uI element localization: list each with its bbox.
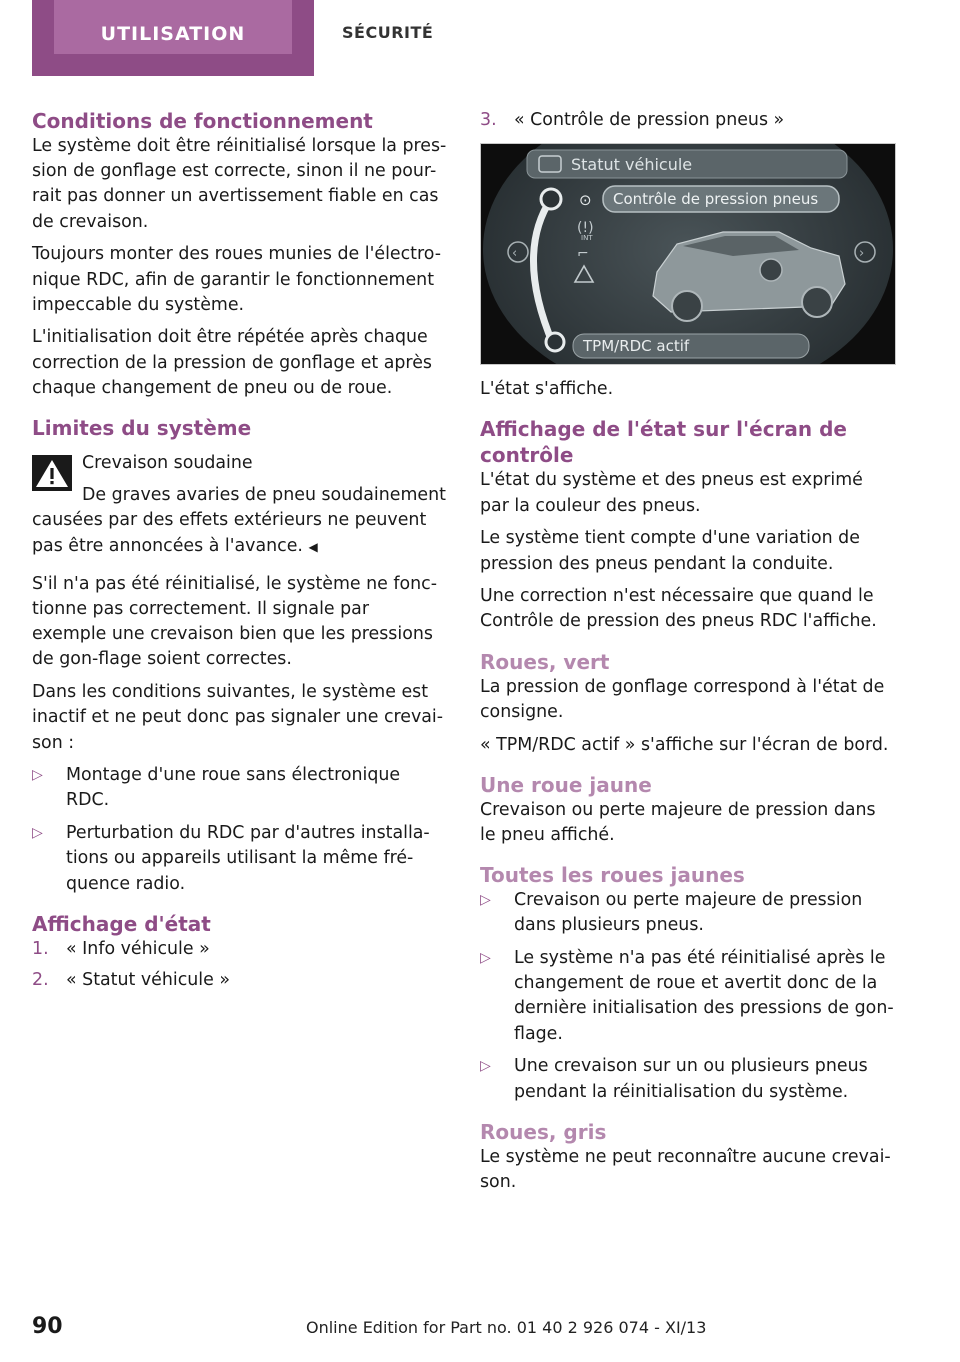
bullet-marker: ▷: [480, 1058, 491, 1075]
section-tab[interactable]: SÉCURITÉ: [342, 23, 434, 42]
heading-roues-vert: Roues, vert: [480, 649, 610, 674]
heading-roue-jaune: Une roue jaune: [480, 772, 652, 797]
end-mark: ◀: [308, 539, 318, 554]
list-item: [480, 888, 896, 938]
bullet-marker: ▷: [32, 825, 43, 842]
warning-text: De graves avaries de pneu soudainement causées par des effets extérieurs ne peuvent pas être annoncées à l'avance.: [32, 485, 446, 556]
paragraph: Le système ne peut reconnaître aucune crevai-son.: [480, 1146, 891, 1192]
bullet-marker: ▷: [480, 950, 491, 967]
menu-title: Statut véhicule: [571, 155, 693, 175]
heading-affichage-ecran: Affichage de l'état sur l'écran de contrôle: [480, 417, 847, 468]
paragraph: Crevaison ou perte majeure de pression dans le pneu affiché.: [480, 799, 876, 845]
heading-limites: Limites du système: [32, 416, 252, 441]
bullet-marker: ▷: [32, 767, 43, 784]
heading-affichage-etat: Affichage d'état: [32, 911, 211, 936]
warning-block: [32, 451, 448, 476]
step-number: 1.: [32, 938, 49, 959]
warning-triangle-icon: [32, 455, 72, 491]
list-item: [480, 1054, 896, 1104]
page-number: 90: [32, 1314, 63, 1339]
list-item-text: Le système n'a pas été réinitialisé après le changement de roue et avertit donc de la dernière initialisation des pressions de gon-flage.: [514, 948, 894, 1044]
display-graphic: [481, 144, 895, 364]
paragraph: L'état du système et des pneus est exprimé par la couleur des pneus.: [480, 470, 863, 516]
control-display-screenshot: [480, 143, 896, 365]
paragraph: L'état s'affiche.: [480, 379, 614, 400]
svg-text:‹: ‹: [512, 246, 518, 262]
bullet-list: [480, 888, 896, 1105]
selection-knob-icon: [541, 189, 561, 209]
bullet-marker: ▷: [480, 892, 491, 909]
warning-text-block: [32, 483, 448, 560]
list-item-text: Perturbation du RDC par d'autres installa-tions ou appareils utilisant la même fré-quence radio.: [66, 823, 430, 894]
step-text: « Info véhicule »: [66, 938, 210, 959]
paragraph: Une correction n'est nécessaire que quand le Contrôle de pression des pneus RDC l'affiche.: [480, 586, 877, 632]
right-column: [480, 108, 896, 1203]
step-number: 2.: [32, 970, 49, 991]
paragraph: Le système doit être réinitialisé lorsque la pres-sion de gonflage est correcte, sinon il ne pour-rait pas donner un avertissement fiable en cas de crevaison.: [32, 136, 447, 232]
status-text: TPM/RDC actif: [583, 337, 690, 356]
tpm-icon: (!): [577, 220, 594, 237]
paragraph: La pression de gonflage correspond à l'état de consigne.: [480, 676, 885, 722]
selected-menu-item[interactable]: Contrôle de pression pneus: [613, 190, 819, 209]
heading-roues-gris: Roues, gris: [480, 1119, 607, 1144]
step-list: [32, 937, 448, 994]
bullet-list: [32, 763, 448, 897]
paragraph: Le système tient compte d'une variation de pression des pneus pendant la conduite.: [480, 528, 860, 574]
list-item-text: Montage d'une roue sans électronique RDC.: [66, 765, 401, 811]
paragraph: Toujours monter des roues munies de l'électro-nique RDC, afin de garantir le fonctionnement impeccable du système.: [32, 244, 442, 315]
step-text: « Statut véhicule »: [66, 970, 230, 991]
step-text: « Contrôle de pression pneus »: [514, 110, 785, 130]
step-item: [32, 968, 448, 993]
step-item: [480, 108, 896, 133]
heading-roues-jaunes: Toutes les roues jaunes: [480, 863, 745, 888]
int-label: INT: [581, 234, 593, 243]
step-list-continued: [480, 108, 896, 133]
svg-text:›: ›: [859, 246, 865, 262]
list-item: [32, 821, 448, 897]
paragraph: L'initialisation doit être répétée après chaque correction de la pression de gonflage et après chaque changement de pneu ou de roue.: [32, 327, 432, 398]
list-item-text: Une crevaison sur un ou plusieurs pneus pendant la réinitialisation du système.: [514, 1056, 868, 1102]
paragraph: « TPM/RDC actif » s'affiche sur l'écran de bord.: [480, 734, 889, 755]
paragraph: S'il n'a pas été réinitialisé, le système ne fonc-tionne pas correctement. Il signale par exemple une crevaison bien que les pressions de gon-flage soient correctes.: [32, 573, 437, 670]
step-number: 3.: [480, 110, 497, 130]
list-item: [480, 946, 896, 1047]
chapter-tab[interactable]: UTILISATION: [54, 0, 292, 54]
list-item-text: Crevaison ou perte majeure de pression dans plusieurs pneus.: [514, 890, 863, 936]
warning-title: Crevaison soudaine: [82, 453, 253, 474]
oil-icon: ⌐: [577, 246, 589, 263]
paragraph: Dans les conditions suivantes, le système est inactif et ne peut donc pas signaler une crevai-son :: [32, 682, 444, 753]
step-item: [32, 937, 448, 962]
tire-pressure-icon: ⊙: [579, 191, 592, 210]
edition-footer: Online Edition for Part no. 01 40 2 926 074 - XI/13: [306, 1318, 707, 1337]
heading-conditions: Conditions de fonctionnement: [32, 109, 373, 133]
list-item: [32, 763, 448, 813]
left-column: [32, 108, 448, 1000]
